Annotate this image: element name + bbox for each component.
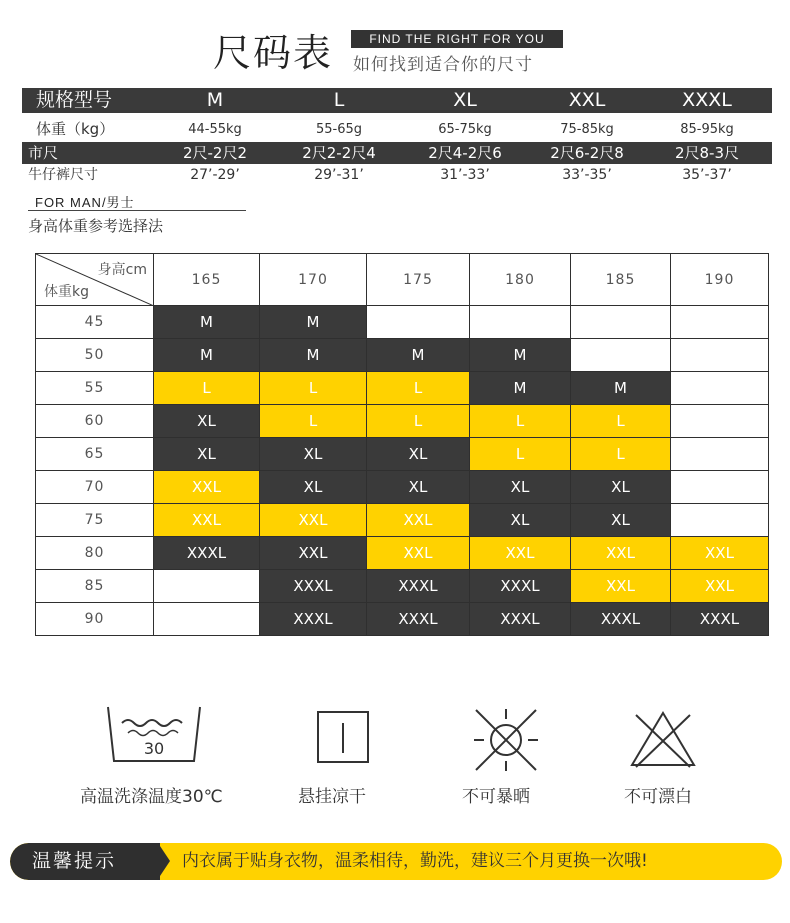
- size-recommendation-cell: XXL: [260, 504, 367, 537]
- wash-30-icon: [104, 705, 204, 767]
- size-recommendation-cell: [154, 570, 260, 603]
- height-axis-label: 身高cm: [97, 262, 147, 278]
- shi-label: 市尺: [28, 144, 59, 162]
- weight-cell: 55-65g: [315, 122, 363, 137]
- size-recommendation-cell: M: [470, 339, 571, 372]
- size-recommendation-cell: [671, 504, 769, 537]
- grid-corner: [36, 254, 154, 306]
- jeans-label: 牛仔裤尺寸: [28, 167, 98, 183]
- size-recommendation-cell: [154, 603, 260, 636]
- size-recommendation-cell: XL: [367, 471, 470, 504]
- size-recommendation-cell: M: [470, 372, 571, 405]
- height-header: 170: [260, 254, 367, 306]
- height-header: 180: [470, 254, 571, 306]
- size-recommendation-cell: XXL: [671, 537, 769, 570]
- weight-cell: 85-95kg: [680, 122, 734, 137]
- weight-header: 80: [36, 537, 154, 570]
- size-recommendation-cell: L: [367, 372, 470, 405]
- size-recommendation-cell: XL: [260, 471, 367, 504]
- size-cell: L: [333, 89, 345, 111]
- size-recommendation-cell: [571, 339, 671, 372]
- size-cell: XXXL: [682, 89, 732, 111]
- size-recommendation-cell: XL: [470, 471, 571, 504]
- grid-row: [36, 306, 769, 339]
- size-recommendation-cell: [671, 471, 769, 504]
- weight-label: 体重（kg）: [36, 120, 115, 138]
- size-cell: XXL: [568, 89, 606, 111]
- size-recommendation-cell: XXL: [260, 537, 367, 570]
- weight-header: 65: [36, 438, 154, 471]
- grid-row: [36, 438, 769, 471]
- size-recommendation-cell: L: [260, 372, 367, 405]
- size-recommendation-cell: XXL: [671, 570, 769, 603]
- tip-label: 温馨提示: [32, 850, 117, 872]
- size-recommendation-cell: XXXL: [671, 603, 769, 636]
- no-sun-label: 不可暴晒: [462, 787, 530, 807]
- height-header: 165: [154, 254, 260, 306]
- size-recommendation-cell: XL: [571, 471, 671, 504]
- weight-header: 60: [36, 405, 154, 438]
- shi-row: [22, 142, 772, 164]
- weight-axis-label: 体重kg: [44, 284, 89, 300]
- size-recommendation-cell: [671, 306, 769, 339]
- size-recommendation-cell: XL: [571, 504, 671, 537]
- size-recommendation-cell: XXL: [367, 504, 470, 537]
- jeans-cell: 29’-31’: [314, 167, 364, 183]
- size-header-row: [22, 88, 772, 113]
- size-recommendation-cell: [671, 405, 769, 438]
- size-recommendation-cell: XL: [470, 504, 571, 537]
- size-recommendation-cell: XXXL: [470, 603, 571, 636]
- height-header: 175: [367, 254, 470, 306]
- reference-method-text: 身高体重参考选择法: [28, 217, 164, 235]
- jeans-cell: 35’-37’: [682, 167, 732, 183]
- tip-text: 内衣属于贴身衣物，温柔相待，勤洗，建议三个月更换一次哦!: [182, 851, 648, 871]
- no-sun-icon: [470, 705, 542, 775]
- size-recommendation-cell: [671, 372, 769, 405]
- size-recommendation-cell: L: [367, 405, 470, 438]
- weight-cell: 44-55kg: [188, 122, 242, 137]
- size-grid: [35, 253, 769, 636]
- size-recommendation-cell: XXL: [571, 537, 671, 570]
- grid-row: [36, 537, 769, 570]
- grid-row: [36, 570, 769, 603]
- tip-arrow-icon: [158, 843, 170, 879]
- size-cell: XL: [453, 89, 477, 111]
- tip-bar: [10, 843, 782, 880]
- divider: [28, 210, 246, 211]
- weight-header: 75: [36, 504, 154, 537]
- size-header-label: 规格型号: [36, 89, 113, 111]
- page-title: 尺码表: [213, 31, 334, 75]
- size-recommendation-cell: XXXL: [260, 570, 367, 603]
- jeans-row: [22, 164, 772, 187]
- size-recommendation-cell: XXL: [154, 504, 260, 537]
- wash-label: 高温洗涤温度30℃: [80, 787, 223, 807]
- weight-row: [22, 118, 772, 141]
- weight-header: 70: [36, 471, 154, 504]
- size-recommendation-cell: M: [367, 339, 470, 372]
- size-recommendation-cell: XXXL: [260, 603, 367, 636]
- size-recommendation-cell: XL: [367, 438, 470, 471]
- size-recommendation-cell: L: [470, 438, 571, 471]
- jeans-cell: 27’-29’: [190, 167, 240, 183]
- grid-header-row: [36, 254, 769, 306]
- size-recommendation-cell: M: [154, 339, 260, 372]
- size-recommendation-cell: [571, 306, 671, 339]
- size-recommendation-cell: [470, 306, 571, 339]
- size-recommendation-cell: XL: [154, 405, 260, 438]
- weight-header: 55: [36, 372, 154, 405]
- for-man-heading: FOR MAN/男士: [35, 195, 135, 210]
- grid-row: [36, 603, 769, 636]
- size-recommendation-cell: L: [154, 372, 260, 405]
- height-header: 185: [571, 254, 671, 306]
- size-recommendation-cell: XXXL: [470, 570, 571, 603]
- grid-row: [36, 504, 769, 537]
- size-recommendation-cell: M: [260, 306, 367, 339]
- jeans-cell: 31’-33’: [440, 167, 490, 183]
- height-header: 190: [671, 254, 769, 306]
- size-recommendation-cell: L: [571, 405, 671, 438]
- shi-cell: 2尺8-3尺: [674, 144, 740, 162]
- size-recommendation-cell: M: [154, 306, 260, 339]
- size-recommendation-cell: XXL: [571, 570, 671, 603]
- weight-header: 85: [36, 570, 154, 603]
- size-recommendation-cell: [671, 438, 769, 471]
- weight-cell: 75-85kg: [560, 122, 614, 137]
- shi-cell: 2尺-2尺2: [182, 144, 248, 162]
- size-recommendation-cell: M: [571, 372, 671, 405]
- shi-cell: 2尺4-2尺6: [428, 144, 502, 162]
- size-recommendation-cell: XXL: [154, 471, 260, 504]
- weight-header: 50: [36, 339, 154, 372]
- weight-header: 45: [36, 306, 154, 339]
- no-bleach-icon: [628, 709, 698, 769]
- size-recommendation-cell: XL: [154, 438, 260, 471]
- wash-temp-text: 30: [143, 739, 165, 758]
- size-recommendation-cell: XXXL: [571, 603, 671, 636]
- size-recommendation-cell: [671, 339, 769, 372]
- shi-cell: 2尺2-2尺4: [302, 144, 376, 162]
- grid-row: [36, 471, 769, 504]
- hang-dry-label: 悬挂凉干: [298, 787, 366, 807]
- size-recommendation-cell: XXXL: [154, 537, 260, 570]
- size-recommendation-cell: [367, 306, 470, 339]
- jeans-cell: 33’-35’: [562, 167, 612, 183]
- size-recommendation-cell: L: [260, 405, 367, 438]
- shi-cell: 2尺6-2尺8: [550, 144, 624, 162]
- grid-row: [36, 339, 769, 372]
- size-recommendation-cell: XXXL: [367, 570, 470, 603]
- size-recommendation-cell: L: [470, 405, 571, 438]
- weight-header: 90: [36, 603, 154, 636]
- size-recommendation-cell: XXXL: [367, 603, 470, 636]
- size-cell: M: [206, 89, 224, 111]
- grid-row: [36, 372, 769, 405]
- grid-row: [36, 405, 769, 438]
- subtitle-chinese: 如何找到适合你的尺寸: [353, 55, 533, 75]
- size-recommendation-cell: M: [260, 339, 367, 372]
- size-recommendation-cell: XXL: [470, 537, 571, 570]
- size-recommendation-cell: XL: [260, 438, 367, 471]
- weight-cell: 65-75kg: [438, 122, 492, 137]
- subtitle-english: FIND THE RIGHT FOR YOU: [351, 30, 563, 48]
- size-recommendation-cell: L: [571, 438, 671, 471]
- hang-dry-icon: [317, 711, 369, 763]
- no-bleach-label: 不可漂白: [624, 787, 692, 807]
- size-recommendation-cell: XXL: [367, 537, 470, 570]
